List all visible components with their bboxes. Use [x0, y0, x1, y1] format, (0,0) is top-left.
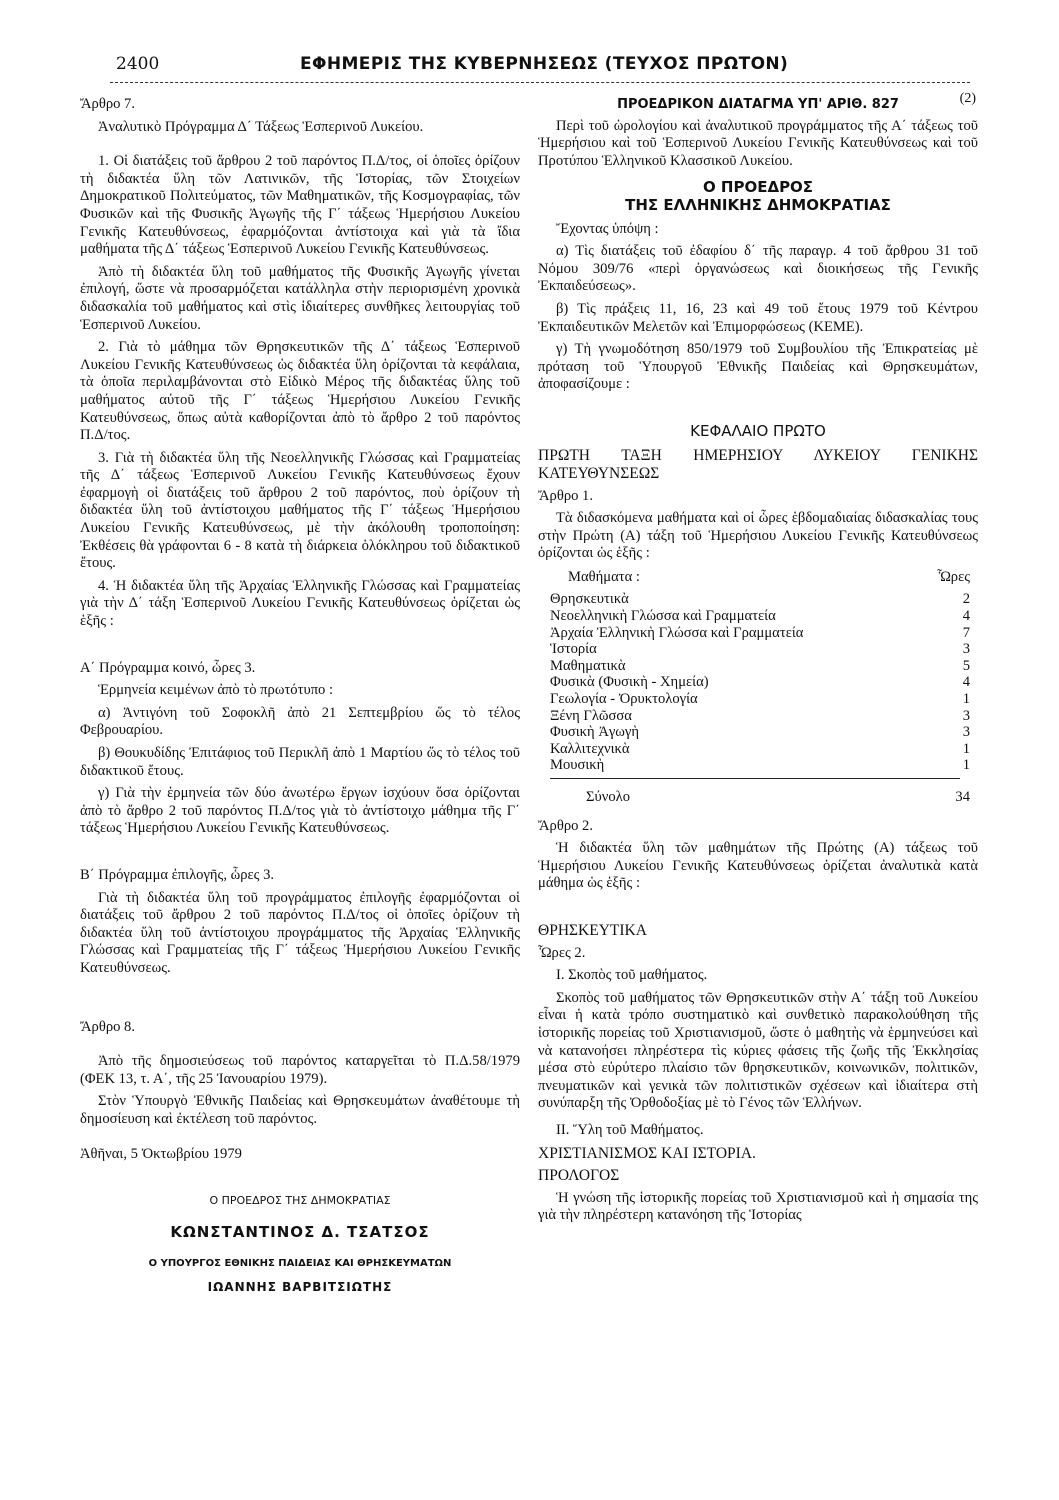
president-heading-2: ΤΗΣ ΕΛΛΗΝΙΚΗΣ ΔΗΜΟΚΡΑΤΙΑΣ	[625, 195, 891, 214]
subject-hours: 1	[962, 740, 970, 757]
table-header-hours: Ὧρες	[937, 568, 970, 585]
decree-subject: Περὶ τοῦ ὡρολογίου καὶ ἀναλυτικοῦ προγράμματος τῆς Α΄ τάξεως τοῦ Ἡμερήσιου καὶ τοῦ Ἑσπερινοῦ Λυκείου Γενικῆς Κατευθύνσεως καὶ τοῦ Προτύπου Ἑλληνικοῦ Κλασσικοῦ Λυκείου.	[538, 117, 978, 169]
signing-date: Ἀθῆναι, 5 Ὀκτωβρίου 1979	[80, 1145, 242, 1162]
subject-hours: 3	[962, 724, 970, 741]
total-row	[550, 789, 970, 806]
paragraph-1b: Ἀπὸ τὴ διδακτέα ὕλη τοῦ μαθήματος τῆς Φυσικῆς Ἀγωγῆς γίνεται ἐπιλογή, ὥστε νὰ προσαρμόζεται κατάλληλα στὴν περιορισμένη χρονικὰ διδασκαλία τοῦ μαθήματος καὶ στὶς ἰδιαίτερες συνθῆκες λειτουργίας τοῦ Ἑσπερινοῦ Λυκείου.	[80, 263, 520, 333]
subject-name: Φυσικὰ (Φυσικὴ - Χημεία)	[550, 674, 709, 691]
article-2-title: Ἄρθρο 2.	[538, 817, 593, 834]
religion-heading: ΘΡΗΣΚΕΥΤΙΚΑ	[538, 921, 647, 939]
class-heading: ΠΡΩΤΗ ΤΑΞΗ ΗΜΕΡΗΣΙΟΥ ΛΥΚΕΙΟΥ ΓΕΝΙΚΗΣ ΚΑΤΕΥΘΥΝΣΕΩΣ	[538, 446, 978, 482]
article-7-subtitle: Ἀναλυτικὸ Πρόγραμμα Δ΄ Τάξεως Ἑσπερινοῦ Λυκείου.	[98, 118, 424, 135]
article-2-text: Ἡ διδακτέα ὕλη τῶν μαθημάτων τῆς Πρώτης (Α) τάξεως τοῦ Ἡμερήσιου Λυκείου Γενικῆς Κατευθύνσεως ὁρίζεται ἀναλυτικὰ κατὰ μάθημα ὡς ἑξῆς :	[538, 840, 978, 892]
paragraph-1: 1. Οἱ διατάξεις τοῦ ἄρθρου 2 τοῦ παρόντος Π.Δ/τος, οἱ ὁποῖες ὁρίζουν τὴ διδακτέα ὕλη τῶν Λατινικῶν, τῆς Ἱστορίας, τῶν Στοιχείων Δημοκρατικοῦ Πολιτεύματος, τῶν Μαθηματικῶν, τῆς Κοσμογραφίας, τῶν Φυσικῶν καὶ τῆς Φυσικῆς Ἀγωγῆς τῆς Γ΄ τάξεως Ἡμερήσιου Λυκείου Γενικῆς Κατευθύνσεως, ἐφαρμόζονται ἀντίστοιχα καὶ γιὰ τὰ ἴδια μαθήματα τῆς Δ΄ τάξεως Ἑσπερινοῦ Λυκείου Γενικῆς Κατευθύνσεως.	[80, 153, 520, 258]
total-label: Σύνολο	[586, 789, 630, 805]
recital-a: α) Τὶς διατάξεις τοῦ ἐδαφίου δ΄ τῆς παραγρ. 4 τοῦ ἄρθρου 31 τοῦ Νόμου 309/76 «περὶ ὀργανώσεως καὶ διοικήσεως τῆς Γενικῆς Ἐκπαιδεύσεως».	[538, 243, 978, 295]
article-8-title: Ἄρθρο 8.	[80, 1018, 135, 1035]
interpretation-heading: Ἑρμηνεία κειμένων ἀπὸ τὸ πρωτότυπο :	[98, 682, 334, 699]
decree-heading	[538, 91, 978, 114]
subject-hours: 3	[962, 707, 970, 724]
chapter-heading: ΚΕΦΑΛΑΙΟ ΠΡΩΤΟ	[690, 421, 826, 440]
subject-hours: 1	[962, 691, 970, 708]
recital-g: γ) Τὴ γνωμοδότηση 850/1979 τοῦ Συμβουλίου τῆς Ἐπικρατείας μὲ πρόταση τοῦ Ὑπουργοῦ Ἐθνικῆς Παιδείας καὶ Θρησκευμάτων, ἀποφασίζουμε :	[538, 341, 978, 393]
table-row	[550, 757, 970, 774]
gazette-title: ΕΦΗΜΕΡΙΣ ΤΗΣ ΚΥΒΕΡΝΗΣΕΩΣ (ΤΕΥΧΟΣ ΠΡΩΤΟΝ)	[300, 54, 789, 74]
total-value: 34	[955, 789, 970, 805]
president-heading-1: Ο ΠΡΟΕΔΡΟΣ	[702, 178, 814, 197]
subject-name: Ἱστορία	[550, 641, 597, 658]
subject-hours: 7	[962, 624, 970, 641]
paragraph-2: 2. Γιὰ τὸ μάθημα τῶν Θρησκευτικῶν τῆς Δ΄ τάξεως Ἑσπερινοῦ Λυκείου Γενικῆς Κατευθύνσεως ὡς διδακτέα ὕλη ὁρίζονται τὰ κεφάλαια, τὰ ὁποῖα περιλαμβάνονται στὸ Εἰδικὸ Μέρος τῆς διδακτέας ὕλης τοῦ μαθήματος αὐτοῦ τῆς Γ΄ τάξεως Ἡμερήσιου Λυκείου Γενικῆς Κατευθύνσεως, ὅπως αὐτὰ καθορίζονται ἀπὸ τὸ ἄρθρο 2 τοῦ παρόντος Π.Δ/τος.	[80, 339, 520, 444]
christianity-heading: ΧΡΙΣΤΙΑΝΙΣΜΟΣ ΚΑΙ ΙΣΤΟΡΙΑ.	[538, 1144, 756, 1162]
table-row	[550, 625, 970, 642]
table-row	[550, 658, 970, 675]
table-row	[550, 741, 970, 758]
article-8-para-a: Ἀπὸ τῆς δημοσιεύσεως τοῦ παρόντος καταργεῖται τὸ Π.Δ.58/1979 (ΦΕΚ 13, τ. Α΄, τῆς 25 Ἰανουαρίου 1979).	[80, 1053, 520, 1087]
header-rule	[110, 82, 970, 83]
subject-hours: 5	[962, 657, 970, 674]
table-row	[550, 691, 970, 708]
article-8-para-b: Στὸν Ὑπουργὸ Ἐθνικῆς Παιδείας καὶ Θρησκευμάτων ἀναθέτουμε τὴ δημοσίευση καὶ ἐκτέλεση τοῦ παρόντος.	[80, 1093, 520, 1127]
table-row	[550, 708, 970, 725]
prologue-heading: ΠΡΟΛΟΓΟΣ	[538, 1167, 620, 1185]
subject-name: Καλλιτεχνικὰ	[550, 740, 630, 757]
minister-name: ΙΩΑΝΝΗΣ ΒΑΡΒΙΤΣΙΩΤΗΣ	[207, 1279, 393, 1294]
item-g: γ) Γιὰ τὴν ἑρμηνεία τῶν δύο ἀνωτέρω ἔργων ἰσχύουν ὅσα ὁρίζονται ἀπὸ τὸ ἄρθρο 2 τοῦ παρόντος Π.Δ/τος γιὰ τὸ ἀντίστοιχο μάθημα τῆς Γ΄ τάξεως Ἡμερήσιου Λυκείου Γενικῆς Κατευθύνσεως.	[80, 785, 520, 837]
page-number: 2400	[116, 54, 160, 74]
hours-table	[550, 569, 970, 774]
subject-hours: 3	[962, 641, 970, 658]
decree-title: ΠΡΟΕΔΡΙΚΟΝ ΔΙΑΤΑΓΜΑ ΥΠ' ΑΡΙΘ. 827	[617, 97, 899, 112]
program-a-heading: Α΄ Πρόγραμμα κοινό, ὧρες 3.	[80, 659, 256, 676]
table-row	[550, 724, 970, 741]
subject-hours: 4	[962, 608, 970, 625]
minister-title: Ο ΥΠΟΥΡΓΟΣ ΕΘΝΙΚΗΣ ΠΑΙΔΕΙΑΣ ΚΑΙ ΘΡΗΣΚΕΥΜΑΤΩΝ	[148, 1258, 452, 1270]
subject-name: Γεωλογία - Ὀρυκτολογία	[550, 691, 698, 708]
subject-name: Θρησκευτικὰ	[550, 591, 629, 608]
total-rule	[550, 778, 960, 779]
item-a: α) Ἀντιγόνη τοῦ Σοφοκλῆ ἀπὸ 21 Σεπτεμβρίου ὥς τὸ τέλος Φεβρουαρίου.	[80, 704, 520, 739]
subject-hours: 4	[962, 674, 970, 691]
right-column	[538, 91, 978, 1230]
subject-name: Μουσικὴ	[550, 757, 605, 774]
religion-hours: Ὧρες 2.	[538, 944, 586, 961]
table-row	[550, 608, 970, 625]
recital-b: β) Τὶς πράξεις 11, 16, 23 καὶ 49 τοῦ ἔτους 1979 τοῦ Κέντρου Ἐκπαιδευτικῶν Μελετῶν καὶ Ἐπιμορφώσεως (ΚΕΜΕ).	[538, 300, 978, 335]
signatory-name: ΚΩΝΣΤΑΝΤΙΝΟΣ Δ. ΤΣΑΤΣΟΣ	[170, 1222, 430, 1241]
article-1-title: Ἄρθρο 1.	[538, 487, 593, 504]
subject-name: Ξένη Γλῶσσα	[550, 707, 632, 724]
table-header-subject: Μαθήματα :	[568, 568, 640, 585]
paragraph-3: 3. Γιὰ τὴ διδακτέα ὕλη τῆς Νεοελληνικῆς Γλώσσας καὶ Γραμματείας τῆς Δ΄ τάξεως Ἑσπερινοῦ Λυκείου Γενικῆς Κατευθύνσεως ἔχουν ἐφαρμογὴ οἱ διατάξεις τοῦ ἄρθρου 2 τοῦ παρόντος, ποὺ ὁρίζουν τὴ διδακτέα ὕλη τοῦ ἀντίστοιχου μαθήματος τῆς Γ΄ τάξεως Ἡμερήσιου Λυκείου Γενικῆς Κατευθύνσεως, μὲ τὴν ἀκόλουθη τροποποίηση: Ἐκθέσεις θὰ γράφονται 6 - 8 κατὰ τὴ διάρκεια ὁλόκληρου τοῦ διδακτικοῦ ἔτους.	[80, 449, 520, 572]
table-header-row	[550, 569, 970, 586]
purpose-text: Σκοπὸς τοῦ μαθήματος τῶν Θρησκευτικῶν στὴν Α΄ τάξη τοῦ Λυκείου εἶναι ἡ κατὰ τρόπο συστηματικὸ καὶ συνθετικὸ παρακολούθηση τῆς ἱστορικῆς πορείας τοῦ Χριστιανισμοῦ, ὥστε ὁ μαθητὴς νὰ ἑρμηνεύσει καὶ νὰ κατανοήσει πληρέστερα τὶς κύριες φάσεις τῆς ζωῆς τῆς Ἐκκλησίας μέσα στὸ εὐρύτερο πλαίσιο τῶν θρησκευτικῶν, κοινωνικῶν, πολιτικῶν, πνευματικῶν καὶ γενικὰ τῶν πολιτιστικῶν σχέσεων καὶ ἰδιαίτερα στὴ συνύπαρξη τῆς Ὀρθοδοξίας μὲ τὸ Γένος τῶν Ἑλλήνων.	[538, 989, 978, 1112]
subject-hours: 1	[962, 757, 970, 774]
article-7-title: Ἄρθρο 7.	[80, 96, 135, 112]
subject-name: Φυσικὴ Ἀγωγὴ	[550, 724, 639, 741]
article-1-text: Τὰ διδασκόμενα μαθήματα καὶ οἱ ὧρες ἑβδομαδιαίας διδασκαλίας τους στὴν Πρώτη (Α) τάξη τοῦ Ἡμερήσιου Λυκείου Γενικῆς Κατευθύνσεως ὁρίζονται ὡς ἑξῆς :	[538, 510, 978, 562]
table-row	[550, 591, 970, 608]
table-row	[550, 641, 970, 658]
subject-name: Νεοελληνικὴ Γλώσσα καὶ Γραμματεία	[550, 608, 776, 625]
subject-name: Ἀρχαία Ἑλληνικὴ Γλώσσα καὶ Γραμματεία	[550, 624, 804, 641]
prologue-text: Ἡ γνώση τῆς ἱστορικῆς πορείας τοῦ Χριστιανισμοῦ καὶ ἡ σημασία της γιὰ τὴν πληρέστερη κατανόηση τῆς Ἱστορίας	[538, 1189, 978, 1224]
purpose-heading: Ι. Σκοπὸς τοῦ μαθήματος.	[556, 967, 708, 984]
left-column	[80, 96, 520, 1296]
table-row	[550, 674, 970, 691]
signatory-title: Ο ΠΡΟΕΔΡΟΣ ΤΗΣ ΔΗΜΟΚΡΑΤΙΑΣ	[209, 1194, 391, 1208]
paragraph-4: 4. Ἡ διδακτέα ὕλη τῆς Ἀρχαίας Ἑλληνικῆς Γλώσσας καὶ Γραμματείας γιὰ τὴν Δ΄ τάξη Ἑσπερινοῦ Λυκείου Γενικῆς Κατευθύνσεως ὁρίζεται ὡς ἑξῆς :	[80, 577, 520, 630]
subject-name: Μαθηματικὰ	[550, 657, 626, 674]
item-b: β) Θουκυδίδης Ἐπιτάφιος τοῦ Περικλῆ ἀπὸ 1 Μαρτίου ὥς τὸ τέλος τοῦ διδακτικοῦ ἔτους.	[80, 745, 520, 779]
decree-number: (2)	[959, 91, 976, 106]
program-b-heading: Β΄ Πρόγραμμα ἐπιλογῆς, ὧρες 3.	[80, 866, 275, 883]
matter-heading: ΙΙ. Ὕλη τοῦ Μαθήματος.	[556, 1121, 704, 1138]
having-in-view: Ἔχοντας ὑπόψη :	[556, 220, 659, 237]
program-b-text: Γιὰ τὴ διδακτέα ὕλη τοῦ προγράμματος ἐπιλογῆς ἐφαρμόζονται οἱ διατάξεις τοῦ ἄρθρου 2 τοῦ παρόντος Π.Δ/τος οἱ ὁποῖες ὁρίζουν τὴ διδακτέα ὕλη τοῦ ἀντίστοιχου προγράμματος τῆς Ἀρχαίας Ἑλληνικῆς Γλώσσας καὶ Γραμματείας τῆς Γ΄ τάξεως Ἡμερήσιου Λυκείου Γενικῆς Κατευθύνσεως.	[80, 889, 520, 976]
subject-hours: 2	[962, 591, 970, 608]
